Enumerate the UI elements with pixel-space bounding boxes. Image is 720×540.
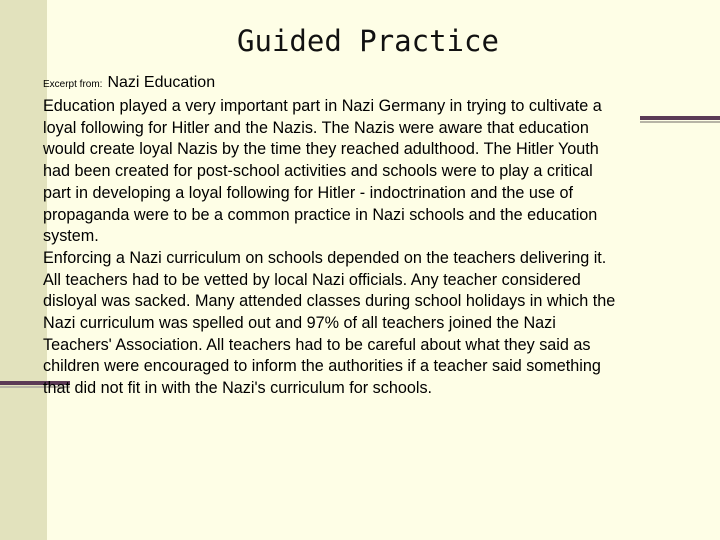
source-title: Nazi Education [107,74,216,91]
source-line [43,74,215,92]
excerpt-paragraph-2: Enforcing a Nazi curriculum on schools depended on the teachers delivering it. All teachers had to be vetted by local Nazi officials. Any teacher considered disloyal was sacked. Many attended classes during school holidays in which the Nazi curriculum was spelled out and 97% of all teachers joined the Nazi Teachers' Association. All teachers had to be careful about what they said as children were encouraged to inform the authorities if a teacher said something that did not fit in with the Nazi's curriculum for schools. [43,248,616,398]
side-band [0,0,47,540]
source-prefix: Excerpt from: [43,79,103,90]
slide-title: Guided Practice [237,24,499,58]
excerpt-body [43,96,689,400]
excerpt-paragraph-1: Education played a very important part in Nazi Germany in trying to cultivate a loyal following for Hitler and the Nazis. The Nazis were aware that education would create loyal Nazis by the time they reached adulthood. The Hitler Youth had been created for post-school activities and schools were to play a critical part in developing a loyal following for Hitler - indoctrination and the use of propaganda were to be a common practice in Nazi schools and the education system. [43,97,602,246]
